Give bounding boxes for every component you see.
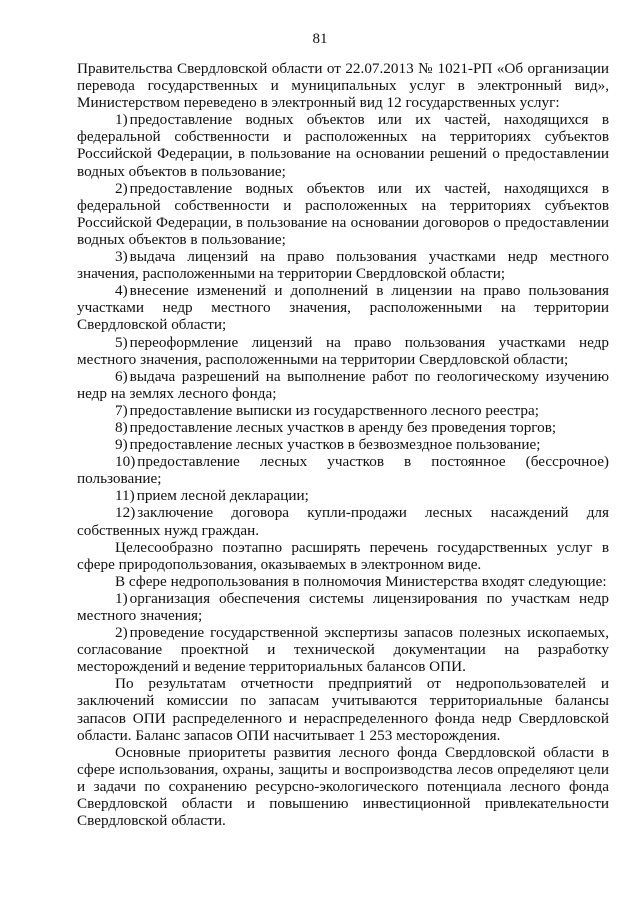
list-item-number: 1) — [115, 111, 128, 129]
list-item-text: предоставление лесных участков в постоянное (бессрочное) пользование; — [77, 453, 609, 488]
list-item — [77, 402, 609, 419]
list-item — [77, 334, 609, 368]
list-item — [77, 419, 609, 436]
list-item — [77, 590, 609, 624]
subsoil-intro-paragraph: В сфере недропользования в полномочия Министерства входят следующие: — [115, 572, 607, 590]
document-body — [77, 60, 609, 829]
list-item-text: внесение изменений и дополнений в лицензии на право пользования участками недр местного значения, расположенными на территории Свердловской области; — [77, 282, 609, 334]
list-item-text: выдача лицензий на право пользования участками недр местного значения, расположенными на территории Свердловской области; — [77, 248, 609, 283]
list-item-number: 10) — [115, 453, 136, 471]
list-item-number: 6) — [115, 367, 128, 385]
list-item-number: 9) — [115, 436, 128, 454]
list-item — [77, 282, 609, 333]
list-item-number: 4) — [115, 282, 128, 300]
forest-priorities-paragraph: Основные приоритеты развития лесного фонда Свердловской области в сфере использования, охраны, защиты и воспроизводства лесов определяют цели и задачи по сохранению ресурсно-экологического потенциала лесного фонда Свердловской области и повышению инвестиционной привлекательности Свердловской области. — [77, 743, 609, 830]
list-item — [77, 248, 609, 282]
list-item-number: 12) — [115, 504, 136, 522]
intro-paragraph: Правительства Свердловской области от 22.07.2013 № 1021-РП «Об организации перевода государственных и муниципальных услуг в электронный вид», Министерством переведено в электронный вид 12 государственных услуг: — [77, 60, 609, 112]
list-item-text: предоставление водных объектов или их частей, находящихся в федеральной собственности и расположенных на территориях субъектов Российской Федерации, в пользование на основании решений о предоставлении водных объектов в пользование; — [77, 111, 609, 180]
list-item — [77, 624, 609, 675]
list-item — [77, 180, 609, 248]
expand-note-paragraph: Целесообразно поэтапно расширять перечень государственных услуг в сфере природопользования, оказываемых в электронном виде. — [77, 538, 609, 573]
list-item — [77, 111, 609, 179]
list-item-text: проведение государственной экспертизы запасов полезных ископаемых, согласование проектной и технической документации на разработку месторождений и ведение территориальных балансов ОПИ. — [77, 624, 609, 676]
balance-paragraph: По результатам отчетности предприятий от недропользователей и заключений комиссии по запасам учитываются территориальные балансы запасов ОПИ распределенного и нераспределенного фонда недр Свердловской области. Баланс запасов ОПИ насчитывает 1 253 месторождения. — [77, 675, 609, 744]
list-item-text: переоформление лицензий на право пользования участками недр местного значения, расположенными на территории Свердловской области; — [77, 333, 609, 368]
list-item-number: 11) — [115, 487, 135, 505]
list-item-text: предоставление водных объектов или их частей, находящихся в федеральной собственности и расположенных на территориях субъектов Российской Федерации, в пользование на основании договоров о предоставлении водных объектов в пользование; — [77, 179, 609, 248]
list-item-text: предоставление выписки из государственного лесного реестра; — [129, 401, 539, 419]
list-item-text: прием лесной декларации; — [136, 487, 309, 505]
list-item — [77, 436, 609, 453]
list-item — [77, 368, 609, 402]
list-item-text: предоставление лесных участков в безвозмездное пользование; — [129, 436, 541, 454]
list-item-number: 3) — [115, 248, 128, 266]
list-item-text: заключение договора купли-продажи лесных насаждений для собственных нужд граждан. — [77, 504, 609, 539]
list-item-number: 2) — [115, 179, 128, 197]
page-number: 81 — [312, 31, 328, 47]
list-item — [77, 453, 609, 487]
list-item-number: 1) — [115, 589, 128, 607]
list-item-number: 2) — [115, 624, 128, 642]
list-item-number: 7) — [115, 401, 128, 419]
list-item-text: выдача разрешений на выполнение работ по геологическому изучению недр на землях лесного фонда; — [77, 367, 609, 402]
list-item-number: 5) — [115, 333, 128, 351]
list-item-text: предоставление лесных участков в аренду без проведения торгов; — [129, 418, 557, 436]
list-item-number: 8) — [115, 418, 128, 436]
list-item — [77, 487, 609, 504]
list-item-text: организация обеспечения системы лицензирования по участкам недр местного значения; — [77, 589, 609, 624]
list-item — [77, 504, 609, 538]
